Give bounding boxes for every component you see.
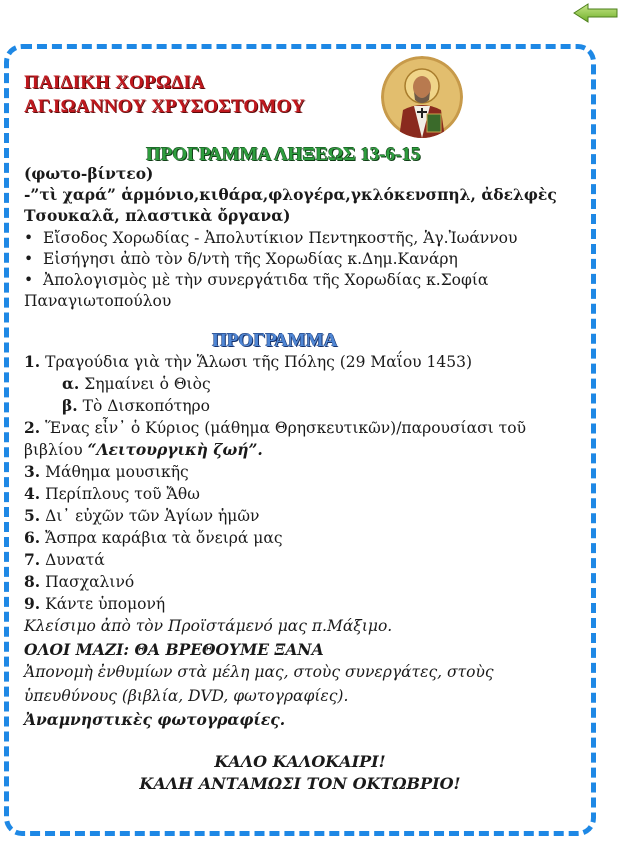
list-item: β. Τὸ Δισκοπότηρο: [62, 396, 210, 415]
bullet-item-continued: Παναγιωτοπούλου: [24, 292, 172, 310]
choir-title: ΠΑΙΔΙΚΗ ΧΟΡΩΔΙΑ: [24, 72, 205, 93]
saint-john-chrysostom-icon: [381, 56, 463, 138]
church-title: ΑΓ.ΙΩΑΝΝΟΥ ΧΡΥΣΟΣΤΟΜΟΥ: [24, 96, 305, 117]
together-line: ΟΛΟΙ ΜΑΖΙ: ΘΑ ΒΡΕΘΟΥΜΕ ΞΑΝΑ: [24, 640, 324, 659]
green-left-arrow-icon[interactable]: [572, 2, 620, 24]
list-item: 5. Δι᾽ εὐχῶν τῶν Ἁγίων ἡμῶν: [24, 506, 260, 525]
list-item: 7. Δυνατά: [24, 550, 105, 569]
list-item: 3. Μάθημα μουσικῆς: [24, 462, 189, 481]
list-item: 2. Ἕνας εἶν᾽ ὁ Κύριος (μάθημα Θρησκευτικῶν)/παρουσίασι τοῦ: [24, 418, 526, 437]
footer-line: ΚΑΛΟ ΚΑΛΟΚΑΙΡΙ!: [214, 752, 386, 771]
bullet-item: • Ἀπολογισμὸς μὲ τὴν συνεργάτιδα τῆς Χορωδίας κ.Σοφία: [24, 271, 489, 289]
list-item-continued: βιβλίου “Λειτουργικὴ ζωή”.: [24, 440, 263, 459]
footer-line: ΚΑΛΗ ΑΝΤΑΜΩΣΙ ΤΟΝ ΟΚΤΩΒΡΙΟ!: [139, 774, 461, 793]
list-item: 1. Τραγούδια γιὰ τὴν Ἅλωσι τῆς Πόλης (29 Μαΐου 1453): [24, 352, 473, 371]
list-item: 4. Περίπλους τοῦ Ἄθω: [24, 484, 200, 503]
end-program-heading: ΠΡΟΓΡΑΜΜΑ ΛΗΞΕΩΣ 13-6-15: [146, 144, 421, 165]
intro-line: -”τὶ χαρά” ἁρμόνιο,κιθάρα,φλογέρα,γκλόκενσπηλ, ἀδελφὲς: [24, 185, 557, 204]
bullet-item: • Εἴσοδος Χορωδίας - Ἀπολυτίκιον Πεντηκοστῆς, Ἁγ.Ἰωάννου: [24, 229, 518, 247]
awards-line: ὑπευθύνους (βιβλία, DVD, φωτογραφίες).: [24, 687, 349, 705]
awards-line: Ἀπονομὴ ἐνθυμίων στὰ μέλη μας, στοὺς συνεργάτες, στοὺς: [24, 663, 494, 681]
closing-line: Κλείσιμο ἀπὸ τὸν Προϊστάμενό μας π.Μάξιμο.: [24, 617, 393, 635]
bullet-item: • Εἰσήγησι ἀπὸ τὸν δ/ντὴ τῆς Χορωδίας κ.Δημ.Κανάρη: [24, 250, 458, 268]
list-item: 8. Πασχαλινό: [24, 572, 135, 591]
program-heading: ΠΡΟΓΡΑΜΜΑ: [212, 330, 338, 351]
list-item: 6. Ἄσπρα καράβια τὰ ὄνειρά μας: [24, 528, 283, 547]
list-item: 9. Κάντε ὑπομονή: [24, 594, 166, 613]
intro-line: Τσουκαλᾶ, πλαστικὰ ὄργανα): [24, 206, 291, 225]
photos-line: Ἀναμνηστικὲς φωτογραφίες.: [24, 710, 286, 729]
list-item: α. Σημαίνει ὁ Θιὸς: [62, 374, 211, 393]
intro-line: (φωτο-βίντεο): [24, 164, 154, 183]
